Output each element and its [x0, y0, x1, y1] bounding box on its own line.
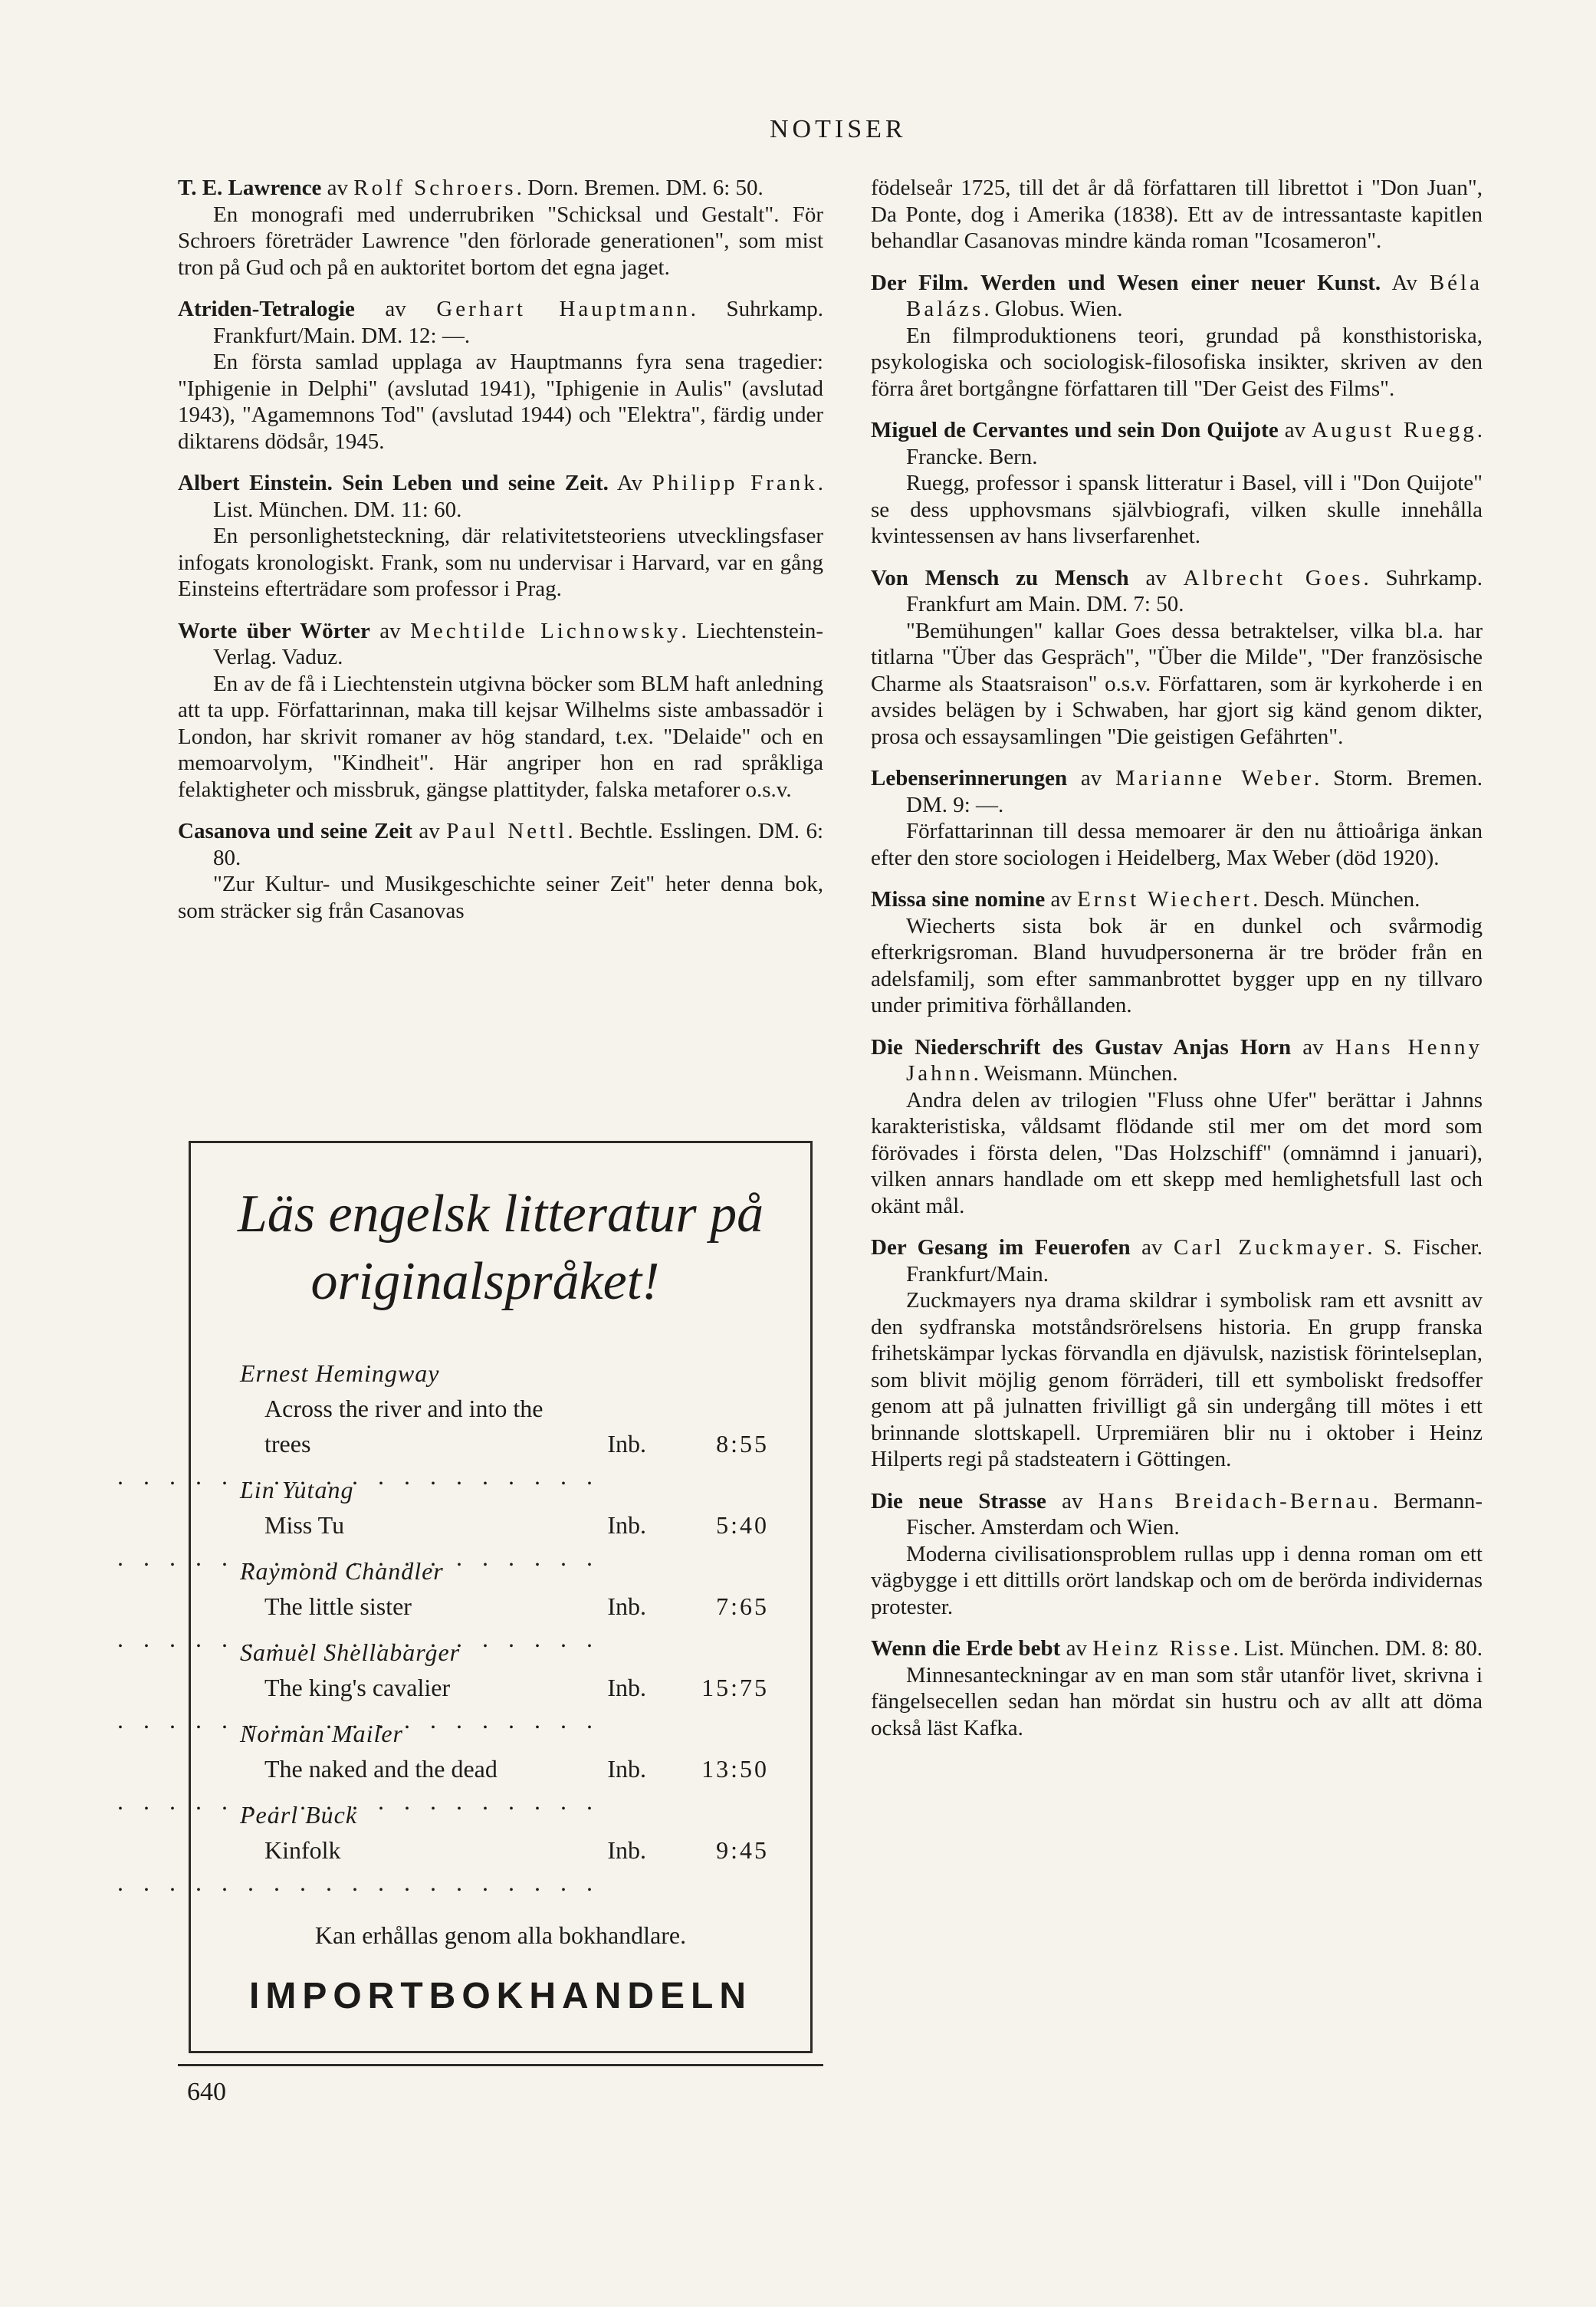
entry-author: Hans Henny Jahnn [906, 1034, 1483, 1086]
entry-heading [871, 1234, 1483, 1287]
ad-book-author: Ernest Hemingway [240, 1359, 440, 1387]
entry-title: Albert Einstein. Sein Leben und seine Zeit. [178, 471, 609, 495]
ad-book-title: The king's cavalier [264, 1674, 458, 1701]
entry-description: En första samlad upplaga av Hauptmanns fyra sena tragedier: "Iphigenie in Delphi" (avslutad 1941), "Iphigenie in Aulis" (avslutad 1943), "Agamemnons Tod" (avslutad 1944) och "Elektra", färdig under diktarens dödsår, 1945. [178, 350, 823, 454]
entry-publication: . List. München. DM. 8: 80. [1233, 1636, 1483, 1661]
entry-connector: av [1128, 565, 1184, 590]
entry-author: Rolf Schroers [353, 176, 517, 200]
review-entry [871, 1488, 1483, 1621]
entry-heading [178, 818, 823, 871]
entry-heading [178, 618, 823, 671]
ad-book-author: Lin Yutang [240, 1476, 354, 1503]
entry-author: Albrecht Goes [1183, 565, 1364, 590]
entry-title: T. E. Lawrence [178, 176, 322, 200]
entry-connector: Av [608, 471, 652, 495]
entry-heading [871, 270, 1483, 323]
ad-footer: Kan erhållas genom alla bokhandlare. [314, 1921, 687, 1949]
entry-heading [871, 1488, 1483, 1541]
entry-publication: . Bermann-Fischer. Amsterdam och Wien. [906, 1488, 1483, 1540]
entry-description: Minnesanteckningar av en man som står utanför livet, skrivna i fängelsecellen sedan han mördat sin hustru och av allt att döma också läst Kafka. [871, 1662, 1483, 1740]
ad-book-price: 8:55 [716, 1430, 769, 1457]
entry-connector: av [1130, 1235, 1174, 1260]
entry-publication: . Suhrkamp. Frankfurt/Main. DM. 12: —. [213, 297, 824, 348]
entry-title: Der Gesang im Feuerofen [871, 1235, 1131, 1260]
review-entry [178, 470, 823, 603]
entry-heading [178, 296, 823, 349]
entry-title: Die neue Strasse [871, 1488, 1046, 1513]
entry-heading [178, 175, 823, 202]
review-entry [871, 1234, 1483, 1473]
entry-connector: av [1046, 1488, 1098, 1513]
entry-connector: av [369, 618, 411, 643]
entry-author: Gerhart Hauptmann [436, 297, 691, 321]
ad-book-price: 5:40 [716, 1511, 769, 1539]
entry-heading [871, 1034, 1483, 1087]
ad-book-price: 15:75 [701, 1674, 769, 1701]
review-entry [871, 1034, 1483, 1220]
entry-connector: av [412, 819, 447, 843]
entry-publication: . Weismann. München. [973, 1061, 1178, 1086]
ad-heading-line-1: Läs engelsk litteratur på [237, 1185, 764, 1244]
entry-description: En personlighetsteckning, där relativitetsteoriens utvecklingsfaser infogats kronologiskt. Frank, som nu undervisar i Harvard, var en gång Einsteins efterträdare som professor i Prag. [178, 524, 823, 601]
entry-title: Missa sine nomine [871, 887, 1046, 912]
entry-description: Wiecherts sista bok är en dunkel och svårmodig efterkrigsroman. Bland huvudpersonerna är tre bröder från en adelsfamilj, som efter sammanbrottet bygger upp en ny tillvaro under primitiva förhållanden. [871, 913, 1483, 1017]
entry-connector: Av [1381, 270, 1430, 295]
review-entry [871, 417, 1483, 550]
entry-title: Von Mensch zu Mensch [871, 565, 1129, 590]
entry-heading [871, 417, 1483, 470]
ad-book-price: 7:65 [716, 1592, 769, 1620]
entry-description: En av de få i Liechtenstein utgivna böcker som BLM haft anledning att ta upp. Författarinnan, maka till kejsar Wilhelms siste ambassadör i London, har skrivit romaner av hög standard, t.ex. "Delaide" och en memoarvolym, "Kindheit". Här angriper hon en rad språkliga felaktigheter och missbruk, gängse plattityder, falska metaforer o.s.v. [178, 671, 823, 802]
entry-author: Carl Zuckmayer [1173, 1235, 1368, 1260]
ad-book-author: Norman Mailer [240, 1720, 403, 1747]
ad-bottom-rule [178, 2064, 823, 2066]
entry-connector: av [1045, 887, 1078, 912]
entry-heading [871, 565, 1483, 618]
review-entry [178, 618, 823, 804]
ad-book-line [240, 1836, 769, 1872]
ad-book-line [240, 1430, 769, 1465]
entry-description: födelseår 1725, till det år då författaren till librettot i "Don Juan", Da Ponte, dog i Amerika (1838). Ett av de intressantaste kapitlen behandlar Casanovas mindre kända roman "Icosameron". [871, 176, 1483, 253]
entry-connector: av [321, 176, 354, 200]
entry-author: Heinz Risse [1092, 1636, 1233, 1661]
entry-author: Marianne Weber [1115, 766, 1315, 790]
entry-author: August Ruegg [1312, 418, 1477, 442]
ad-book-title-line [240, 1395, 769, 1430]
ad-book-author: Samuel Shellabarger [240, 1638, 461, 1666]
bookshop-advertisement [189, 1141, 813, 2053]
entry-publication: . Suhrkamp. Frankfurt am Main. DM. 7: 50. [906, 565, 1483, 616]
entry-description: "Zur Kultur- und Musikgeschichte seiner Zeit" heter denna bok, som sträcker sig från Casanovas [178, 872, 823, 923]
entry-publication: . Dorn. Bremen. DM. 6: 50. [516, 176, 764, 200]
ad-book-title: The naked and the dead [264, 1755, 505, 1783]
ad-book-title: Miss Tu [264, 1511, 352, 1539]
entry-title: Wenn die Erde bebt [871, 1636, 1061, 1661]
entry-publication: . Francke. Bern. [906, 418, 1483, 469]
review-entry [871, 565, 1483, 751]
ad-heading-line-2: originalspråket! [310, 1252, 660, 1311]
ad-book-binding: Inb. [599, 1755, 646, 1783]
review-entry [871, 175, 1483, 255]
entry-connector: av [1067, 766, 1115, 790]
entry-connector: av [1060, 1636, 1093, 1661]
ad-publisher: IMPORTBOKHANDELN [249, 1976, 752, 2016]
entry-publication: . Globus. Wien. [984, 297, 1123, 321]
entry-author: Hans Breidach-Bernau [1098, 1488, 1373, 1513]
ad-book-binding: Inb. [599, 1592, 646, 1621]
entry-title: Miguel de Cervantes und sein Don Quijote [871, 418, 1279, 442]
entry-description: "Bemühungen" kallar Goes dessa betraktelser, vilka bl.a. har titlarna "Über das Gespräch", "Über die Milde", "Der französische Charme als Staatsraison" o.s.v. Författaren, som är kyrkoherde i en avsides belägen by i Schwaben, har gjort sig känd genom dikter, prosa och essaysamlingen "Die geistigen Gefährten". [871, 618, 1483, 749]
ad-book-title: The little sister [264, 1592, 419, 1620]
ad-book-list [240, 1359, 769, 1882]
review-entry [178, 175, 823, 281]
entry-description: Moderna civilisationsproblem rullas upp i denna roman om ett vägbygge i ett dittills orört landskap och om de berörda individernas protester. [871, 1541, 1483, 1619]
entry-title: Worte über Wörter [178, 618, 370, 643]
review-entry [871, 765, 1483, 871]
entry-publication: . S. Fischer. Frankfurt/Main. [906, 1235, 1483, 1287]
entry-connector: av [1291, 1034, 1335, 1060]
ad-book-title: Kinfolk [264, 1836, 349, 1864]
entry-title: Atriden-Tetralogie [178, 297, 355, 321]
entry-title: Lebenserinnerungen [871, 766, 1068, 790]
ad-book-author: Pearl Buck [240, 1801, 358, 1829]
ad-book-line [240, 1511, 769, 1546]
page-header: NOTISER [770, 115, 907, 143]
left-column [178, 175, 823, 939]
review-entry [871, 886, 1483, 1019]
ad-book-binding: Inb. [599, 1511, 646, 1540]
ad-book-line [240, 1592, 769, 1628]
entry-publication: . Liechtenstein-Verlag. Vaduz. [213, 618, 824, 669]
entry-publication: . Bechtle. Esslingen. DM. 6: 80. [213, 819, 824, 870]
ad-book-title: trees [264, 1430, 318, 1457]
entry-title: Casanova und seine Zeit [178, 819, 412, 843]
right-column [871, 175, 1483, 1757]
entry-description: En filmproduktionens teori, grundad på konsthistoriska, psykologiska och sociologisk-filosofiska insikter, skriven av den förra året bortgångne författaren till "Der Geist des Films". [871, 323, 1483, 401]
review-entry [871, 1635, 1483, 1741]
ad-book-line [240, 1755, 769, 1790]
review-entry [871, 270, 1483, 403]
ad-book-line [240, 1674, 769, 1709]
entry-description: Zuckmayers nya drama skildrar i symbolisk ram ett avsnitt av den sydfranska motståndsrörelsens historia. En grupp franska frihetskämpar lyckas förvandla en djävulsk, nazistisk förintelseplan, som blivit möjlig genom förräderi, till ett symboliskt fredsoffer genom att på julnatten frivilligt gå sin undergång till mötes i ett brinnande slottskapell. Urpremiären blir nu i oktober i Heinz Hilperts regi på stadsteatern i Göttingen. [871, 1288, 1483, 1471]
entry-connector: av [354, 297, 437, 321]
ad-book-title-first-line: Across the river and into the [264, 1395, 550, 1422]
entry-author: Béla Balázs [906, 270, 1483, 321]
entry-publication: . List. München. DM. 11: 60. [213, 471, 823, 522]
entry-description: Författarinnan till dessa memoarer är den nu åttioåriga änkan efter den store sociologen i Heidelberg, Max Weber (död 1920). [871, 819, 1483, 870]
ad-book-author: Raymond Chandler [240, 1557, 444, 1585]
entry-title: Die Niederschrift des Gustav Anjas Horn [871, 1034, 1292, 1060]
ad-book-price: 13:50 [701, 1755, 769, 1783]
ad-book-price: 9:45 [716, 1836, 769, 1864]
ad-book-binding: Inb. [599, 1674, 646, 1702]
entry-author: Mechtilde Lichnowsky [410, 618, 681, 643]
entry-author: Ernst Wiechert [1077, 887, 1253, 912]
entry-author: Philipp Frank [652, 471, 818, 495]
entry-heading [871, 765, 1483, 818]
entry-publication: . Desch. München. [1253, 887, 1420, 912]
entry-publication: . Storm. Bremen. DM. 9: —. [906, 766, 1483, 817]
entry-description: Andra delen av trilogien "Fluss ohne Ufer" berättar i Jahnns karakteristiska, våldsamt flödande stil mer om det mord som förövades i första delen, "Das Holzschiff" (omnämnd i januari), vilken annars handlade om ett skepp med hemlighetsfull last och okänt mål. [871, 1087, 1483, 1218]
ad-book-binding: Inb. [599, 1836, 646, 1865]
entry-heading [871, 886, 1483, 913]
review-entry [178, 818, 823, 924]
entry-heading [871, 1635, 1483, 1662]
entry-heading [178, 470, 823, 523]
review-entry [178, 296, 823, 455]
entry-connector: av [1278, 418, 1312, 442]
entry-author: Paul Nettl [446, 819, 568, 843]
entry-description: En monografi med underrubriken "Schicksal und Gestalt". För Schroers företräder Lawrence "den förlorade generationen", som mist tron på Gud och på en auktoritet bortom det egna jaget. [178, 202, 823, 280]
entry-description: Ruegg, professor i spansk litteratur i Basel, vill i "Don Quijote" se dess upphovsmans självbiografi, vilken skulle innehålla kvintessensen av hans livserfarenhet. [871, 471, 1483, 548]
entry-title: Der Film. Werden und Wesen einer neuer Kunst. [871, 270, 1381, 295]
page-number: 640 [187, 2078, 226, 2106]
ad-book [240, 1359, 769, 1476]
ad-book-binding: Inb. [599, 1430, 646, 1458]
